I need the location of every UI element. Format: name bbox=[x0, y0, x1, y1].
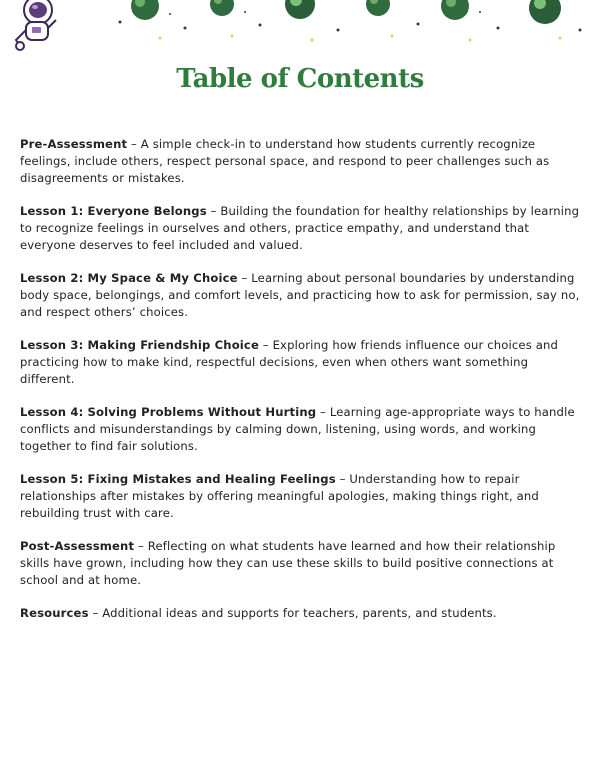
entry-title: Lesson 1: Everyone Belongs bbox=[20, 204, 207, 218]
entry-description: – A simple check-in to understand how students currently recognize feelings, include others, respect personal space, and respond to peer challenges such as disagreements or mistakes. bbox=[20, 137, 550, 185]
page-title: Table of Contents bbox=[176, 64, 424, 94]
entry-description: – Learning about personal boundaries by understanding body space, belongings, and comfort levels, and practicing how to ask for permission, say no, and respect others’ choices. bbox=[20, 271, 580, 319]
entry-description: – Building the foundation for healthy relationships by learning to recognize feelings in ourselves and others, practice empathy, and understand that everyone deserves to feel included and valued. bbox=[20, 204, 580, 252]
entry-title: Lesson 2: My Space & My Choice bbox=[20, 271, 238, 285]
entry-description: – Additional ideas and supports for teachers, parents, and students. bbox=[88, 606, 497, 620]
list-item bbox=[20, 337, 582, 388]
header-decoration bbox=[0, 0, 600, 60]
list-item bbox=[20, 136, 582, 187]
planet-icon bbox=[131, 0, 561, 24]
entry-title: Lesson 5: Fixing Mistakes and Healing Feelings bbox=[20, 472, 336, 486]
entry-title: Pre-Assessment bbox=[20, 137, 128, 151]
entry-description: – Understanding how to repair relationships after mistakes by offering meaningful apologies, making things right, and rebuilding trust with care. bbox=[20, 472, 539, 520]
list-item bbox=[20, 471, 582, 522]
table-of-contents bbox=[20, 136, 582, 638]
entry-title: Resources bbox=[20, 606, 89, 620]
astronaut-icon bbox=[16, 0, 56, 50]
entry-title: Post-Assessment bbox=[20, 539, 135, 553]
list-item bbox=[20, 203, 582, 254]
list-item bbox=[20, 404, 582, 455]
entry-description: – Exploring how friends influence our choices and practicing how to make kind, respectful decisions, even when others want something different. bbox=[20, 338, 558, 386]
entry-description: – Learning age-appropriate ways to handle conflicts and misunderstandings by calming down, listening, using words, and working together to find fair solutions. bbox=[20, 405, 575, 453]
list-item bbox=[20, 605, 582, 622]
list-item bbox=[20, 538, 582, 589]
entry-title: Lesson 3: Making Friendship Choice bbox=[20, 338, 259, 352]
entry-title: Lesson 4: Solving Problems Without Hurting bbox=[20, 405, 317, 419]
entry-description: – Reflecting on what students have learned and how their relationship skills have grown, including how they can use these skills to build positive connections at school and at home. bbox=[20, 539, 556, 587]
list-item bbox=[20, 270, 582, 321]
stars-icon bbox=[119, 11, 582, 32]
